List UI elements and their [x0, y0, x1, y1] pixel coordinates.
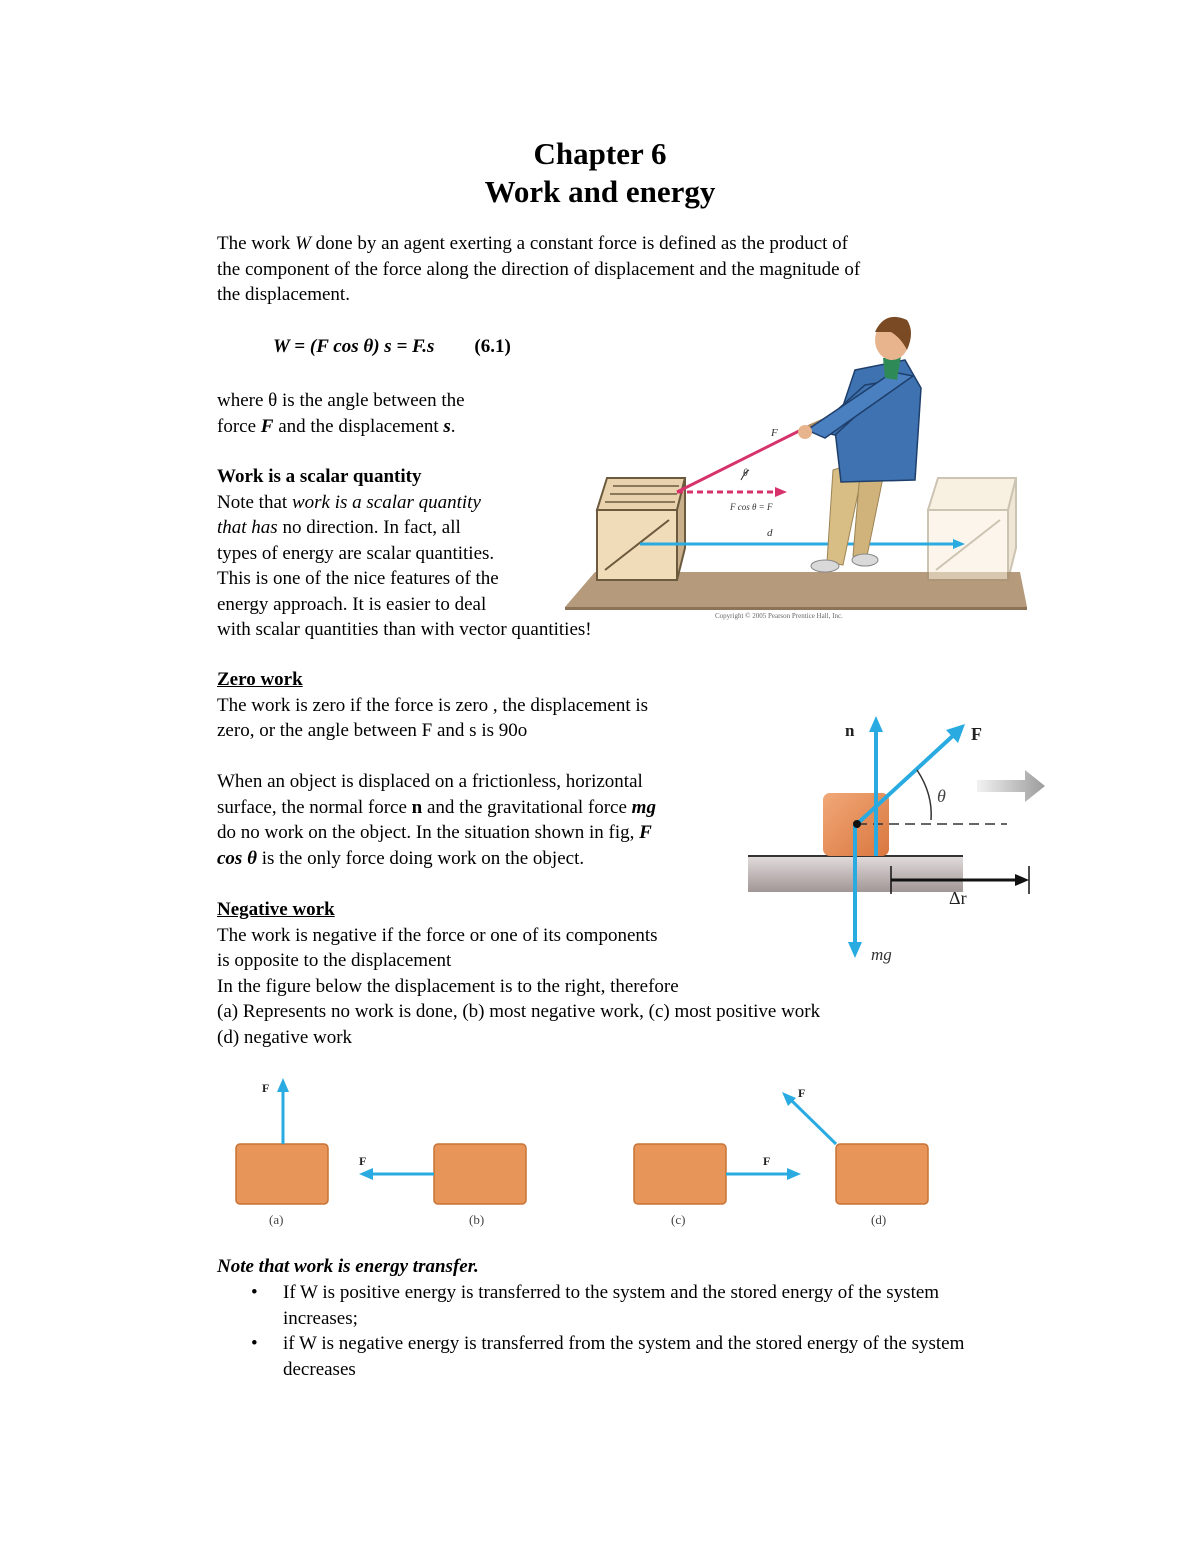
person-pulling [798, 317, 921, 572]
negative-work-heading: Negative work [217, 899, 335, 920]
intro-paragraph: The work W done by an agent exerting a constant force is defined as the product of the component of the force along the direction of displacement and the magnitude of the displacement. [217, 233, 861, 305]
theta-label: θ [937, 786, 946, 806]
where-paragraph: where θ is the angle between the force F and the displacement s. [217, 390, 465, 437]
case-a [236, 1078, 328, 1227]
pulling-crate-figure [565, 310, 1030, 620]
svg-text:F: F [763, 1154, 771, 1168]
page-title: Work and energy [484, 174, 716, 209]
scalar-section: Work is a scalar quantity Note that work is a scalar quantity that has no direction. In fact, all types of energy are scalar quantities. This is one of the nice features of the energy approach. It is easier to deal with scalar quantities than with vector quantities! [217, 466, 592, 640]
zero-work-section: Zero work The work is zero if the force is zero , the displacement is zero, or the angle between F and s is 90o When an object is displaced on a frictionless, horizontal surface, the normal force n and the gravitational force mg do no work on the object. In the situation shown in fig, F cos θ is the only force doing work on the object. [217, 669, 656, 869]
svg-text:(d): (d) [871, 1212, 887, 1227]
svg-text:(b): (b) [469, 1212, 485, 1227]
scalar-heading: Work is a scalar quantity [217, 466, 422, 487]
force-label: F [771, 427, 778, 439]
normal-force-label: n [845, 721, 855, 740]
svg-text:F: F [262, 1081, 270, 1095]
crate-left [597, 478, 685, 580]
displacement-label: d [767, 527, 773, 539]
four-cases-figure [225, 1072, 945, 1234]
svg-text:(c): (c) [671, 1212, 686, 1227]
applied-force-vector [857, 732, 957, 824]
list-item: • If W is positive energy is transferred to the system and the stored energy of the system increases; [251, 1282, 940, 1329]
note-bullet-list [217, 1280, 997, 1382]
svg-text:F: F [798, 1086, 806, 1100]
svg-text:F: F [359, 1154, 367, 1168]
case-b [359, 1144, 526, 1227]
note-heading: Note that work is energy transfer. [217, 1256, 479, 1277]
motion-arrow [977, 770, 1045, 802]
copyright-credit: Copyright © 2005 Pearson Prentice Hall, Inc. [715, 612, 843, 620]
case-d [782, 1086, 928, 1227]
svg-text:(a): (a) [269, 1212, 284, 1227]
chapter-title: Chapter 6 [533, 136, 667, 171]
force-vector [677, 428, 805, 492]
negative-work-section: Negative work The work is negative if the force or one of its components is opposite to the displacement In the figure below the displacement is to the right, therefore (a) Represents no work is done, (b) most negative work, (c) most positive work (d) negative work [217, 899, 821, 1048]
list-item: • if W is negative energy is transferred from the system and the stored energy of the system decreases [251, 1333, 965, 1380]
theta-label: θ [743, 468, 748, 479]
case-c [634, 1144, 801, 1227]
zero-work-heading: Zero work [217, 669, 303, 690]
crate-right [928, 478, 1016, 580]
block-forces-figure [745, 708, 1050, 970]
applied-force-label: F [971, 724, 982, 744]
gravity-label: mg [871, 945, 892, 964]
equation-6-1: W = (F cos θ) s = F.s (6.1) [273, 336, 511, 357]
f-cos-label: F cos θ = F [730, 502, 773, 512]
displacement-label: Δr [949, 888, 967, 908]
